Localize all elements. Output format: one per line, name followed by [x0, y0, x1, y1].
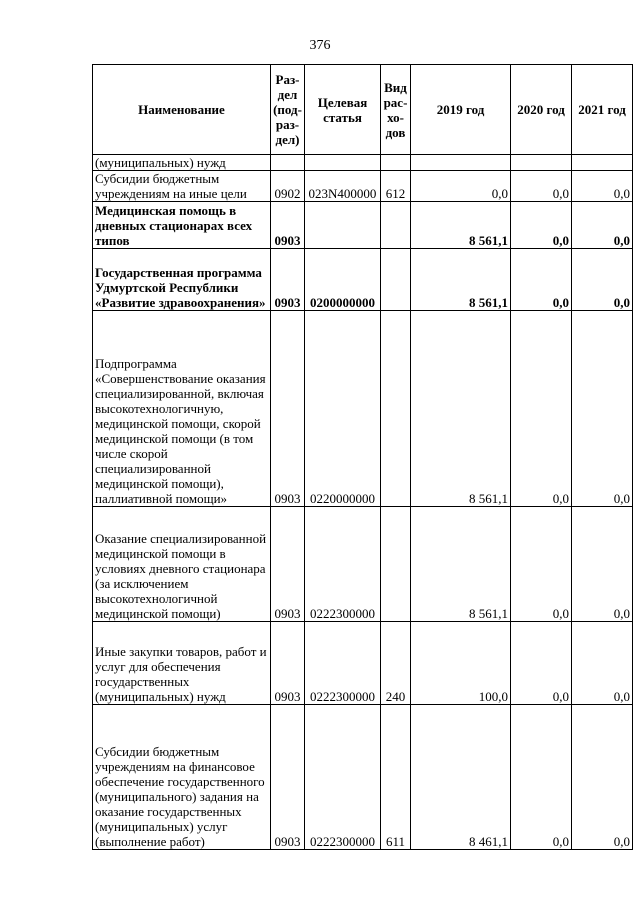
cell-vid: 611	[381, 705, 411, 850]
cell-name: Медицинская помощь в дневных стационарах всех типов	[93, 202, 271, 249]
cell-target: 0222300000	[305, 507, 381, 622]
header-row	[93, 65, 633, 155]
cell-target	[305, 155, 381, 171]
cell-2021	[572, 155, 633, 171]
cell-2020: 0,0	[511, 171, 572, 202]
col-header-name: Наименование	[93, 65, 271, 155]
cell-razdel: 0903	[271, 705, 305, 850]
cell-2021: 0,0	[572, 507, 633, 622]
cell-vid	[381, 249, 411, 311]
cell-razdel	[271, 155, 305, 171]
table-row	[93, 171, 633, 202]
cell-razdel: 0902	[271, 171, 305, 202]
table-row	[93, 249, 633, 311]
cell-name: Оказание специализированной медицинской помощи в условиях дневного стационара (за исключением высокотехнологичной медицинской помощи)	[93, 507, 271, 622]
col-header-2021: 2021 год	[572, 65, 633, 155]
cell-target: 0220000000	[305, 311, 381, 507]
cell-2021: 0,0	[572, 202, 633, 249]
table-row	[93, 311, 633, 507]
table-row	[93, 507, 633, 622]
cell-2020: 0,0	[511, 249, 572, 311]
cell-target: 0200000000	[305, 249, 381, 311]
table-row	[93, 155, 633, 171]
cell-name: (муниципальных) нужд	[93, 155, 271, 171]
col-header-vid: Вид рас- хо- дов	[381, 65, 411, 155]
cell-2019: 8 561,1	[411, 202, 511, 249]
cell-2020: 0,0	[511, 311, 572, 507]
cell-2020: 0,0	[511, 622, 572, 705]
cell-2020: 0,0	[511, 202, 572, 249]
cell-razdel: 0903	[271, 622, 305, 705]
table-row	[93, 705, 633, 850]
cell-2019	[411, 155, 511, 171]
col-header-2019: 2019 год	[411, 65, 511, 155]
page-number: 376	[309, 38, 331, 53]
cell-2019: 8 561,1	[411, 311, 511, 507]
cell-name: Иные закупки товаров, работ и услуг для обеспечения государственных (муниципальных) нужд	[93, 622, 271, 705]
cell-target: 0222300000	[305, 705, 381, 850]
cell-vid	[381, 311, 411, 507]
cell-razdel: 0903	[271, 311, 305, 507]
cell-vid: 240	[381, 622, 411, 705]
cell-target: 023N400000	[305, 171, 381, 202]
budget-table	[92, 64, 633, 850]
cell-name: Государственная программа Удмуртской Республики «Развитие здравоохранения»	[93, 249, 271, 311]
cell-2019: 0,0	[411, 171, 511, 202]
cell-razdel: 0903	[271, 202, 305, 249]
cell-2021: 0,0	[572, 311, 633, 507]
table-row	[93, 202, 633, 249]
col-header-2020: 2020 год	[511, 65, 572, 155]
table-row	[93, 622, 633, 705]
col-header-target: Целевая статья	[305, 65, 381, 155]
cell-2019: 8 461,1	[411, 705, 511, 850]
cell-target	[305, 202, 381, 249]
cell-2019: 100,0	[411, 622, 511, 705]
cell-target: 0222300000	[305, 622, 381, 705]
cell-2020: 0,0	[511, 507, 572, 622]
cell-2021: 0,0	[572, 622, 633, 705]
cell-2021: 0,0	[572, 705, 633, 850]
cell-vid: 612	[381, 171, 411, 202]
cell-name: Субсидии бюджетным учреждениям на иные цели	[93, 171, 271, 202]
cell-vid	[381, 507, 411, 622]
cell-name: Подпрограмма «Совершенствование оказания специализированной, включая высокотехнологичную, медицинской помощи, скорой медицинской помощи (в том числе скорой специализированной медицинской помощи), паллиативной помощи»	[93, 311, 271, 507]
cell-2021: 0,0	[572, 249, 633, 311]
col-header-razdel: Раз- дел (под- раз- дел)	[271, 65, 305, 155]
cell-vid	[381, 155, 411, 171]
cell-razdel: 0903	[271, 249, 305, 311]
cell-2021: 0,0	[572, 171, 633, 202]
cell-vid	[381, 202, 411, 249]
cell-2020: 0,0	[511, 705, 572, 850]
cell-name: Субсидии бюджетным учреждениям на финансовое обеспечение государственного (муниципального) задания на оказание государственных (муниципальных) услуг (выполнение работ)	[93, 705, 271, 850]
cell-2019: 8 561,1	[411, 249, 511, 311]
cell-razdel: 0903	[271, 507, 305, 622]
cell-2019: 8 561,1	[411, 507, 511, 622]
cell-2020	[511, 155, 572, 171]
